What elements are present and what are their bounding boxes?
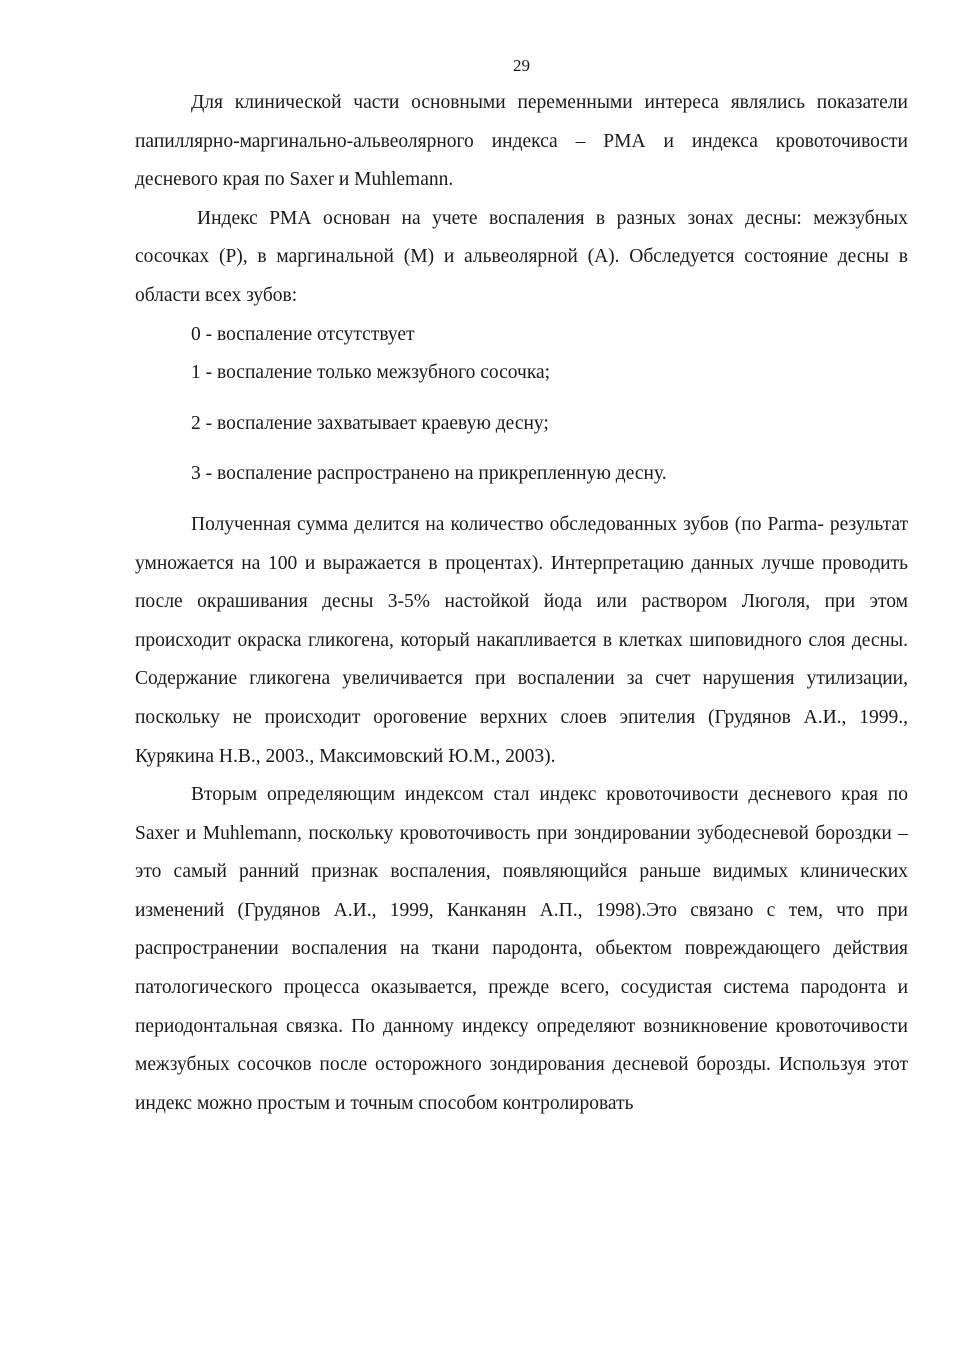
list-item: 2 - воспаление захватывает краевую десну; — [191, 412, 549, 434]
paragraph-pma-calculation: Полученная сумма делится на количество обследованных зубов (по Parma- результат умножается на 100 и выражается в процентах). Интерпретацию данных лучше проводить после окрашивания десны 3-5% настойкой йода или раствором Люголя, при этом происходит окраска гликогена, который накапливается в клетках шиповидного слоя десны. Содержание гликогена увеличивается при воспалении за счет нарушения утилизации, поскольку не происходит ороговение верхних слоев эпителия (Грудянов А.И., 1999., Курякина Н.В., 2003., Максимовский Ю.М., 2003). — [135, 513, 908, 767]
list-item: 3 - воспаление распространено на прикрепленную десну. — [191, 463, 667, 485]
list-item: 1 - воспаление только межзубного сосочка; — [191, 362, 551, 384]
page-number: 29 — [513, 56, 530, 75]
list-item: 0 - воспаление отсутствует — [191, 323, 415, 345]
paragraph-clinical-variables: Для клинической части основными переменными интереса являлись показатели папиллярно-маргинально-альвеолярного индекса – РМА и индекса кровоточивости десневого края по Saxer и Muhlemann. — [135, 92, 908, 191]
paragraph-pma-index: Индекс РМА основан на учете воспаления в разных зонах десны: межзубных сосочках (Р), в маргинальной (М) и альвеолярной (А). Обследуется состояние десны в области всех зубов: — [135, 207, 908, 306]
paragraph-bleeding-index: Вторым определяющим индексом стал индекс кровоточивости десневого края по Saxer и Muhlemann, поскольку кровоточивость при зондировании зубодесневой бороздки – это самый ранний признак воспаления, появляющийся раньше видимых клинических изменений (Грудянов А.И., 1999, Канканян А.П., 1998).Это связано с тем, что при распространении воспаления на ткани пародонта, обьектом повреждающего действия патологического процесса оказывается, прежде всего, сосудистая система пародонта и периодонтальная связка. По данному индексу определяют возникновение кровоточивости межзубных сосочков после осторожного зондирования десневой борозды. Используя этот индекс можно простым и точным способом контролировать — [135, 784, 908, 1114]
document-body — [135, 84, 908, 1123]
pma-scale-list — [135, 316, 908, 494]
